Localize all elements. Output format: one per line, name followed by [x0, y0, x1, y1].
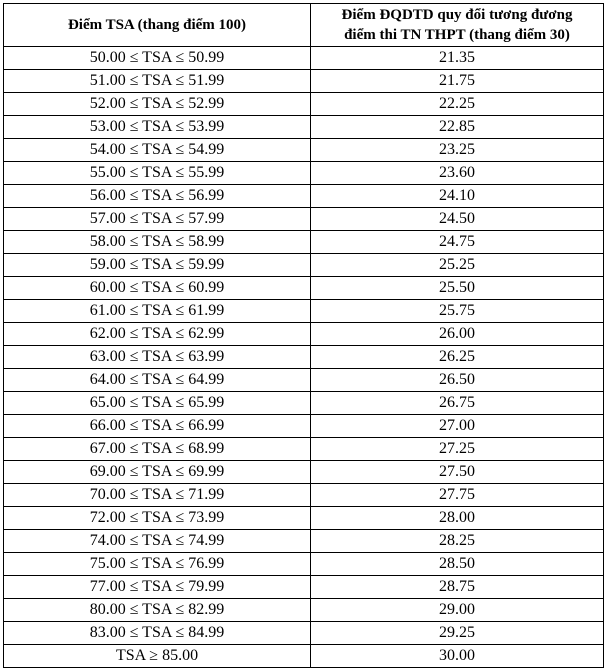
header-converted-score-line2: điểm thi TN THPT (thang điểm 30) [344, 27, 570, 43]
converted-score-cell: 22.25 [311, 93, 604, 116]
converted-score-cell: 23.60 [311, 162, 604, 185]
table-row [4, 254, 604, 277]
table-row [4, 93, 604, 116]
table-row [4, 645, 604, 668]
converted-score-cell: 24.10 [311, 185, 604, 208]
table-row [4, 47, 604, 70]
converted-score-cell: 27.25 [311, 438, 604, 461]
tsa-range-cell: 72.00 ≤ TSA ≤ 73.99 [4, 507, 311, 530]
table-row [4, 70, 604, 93]
tsa-range-cell: TSA ≥ 85.00 [4, 645, 311, 668]
converted-score-cell: 25.25 [311, 254, 604, 277]
converted-score-cell: 22.85 [311, 116, 604, 139]
table-row [4, 300, 604, 323]
converted-score-cell: 27.75 [311, 484, 604, 507]
converted-score-cell: 28.75 [311, 576, 604, 599]
tsa-range-cell: 77.00 ≤ TSA ≤ 79.99 [4, 576, 311, 599]
tsa-range-cell: 52.00 ≤ TSA ≤ 52.99 [4, 93, 311, 116]
tsa-range-cell: 75.00 ≤ TSA ≤ 76.99 [4, 553, 311, 576]
table-row [4, 277, 604, 300]
converted-score-cell: 23.25 [311, 139, 604, 162]
tsa-range-cell: 70.00 ≤ TSA ≤ 71.99 [4, 484, 311, 507]
converted-score-cell: 29.25 [311, 622, 604, 645]
header-row [4, 4, 604, 47]
tsa-range-cell: 63.00 ≤ TSA ≤ 63.99 [4, 346, 311, 369]
tsa-range-cell: 62.00 ≤ TSA ≤ 62.99 [4, 323, 311, 346]
table-row [4, 507, 604, 530]
converted-score-cell: 26.00 [311, 323, 604, 346]
table-row [4, 231, 604, 254]
tsa-range-cell: 61.00 ≤ TSA ≤ 61.99 [4, 300, 311, 323]
table-row [4, 415, 604, 438]
header-converted-score [311, 4, 604, 47]
converted-score-cell: 27.50 [311, 461, 604, 484]
converted-score-cell: 25.75 [311, 300, 604, 323]
table-row [4, 162, 604, 185]
tsa-range-cell: 56.00 ≤ TSA ≤ 56.99 [4, 185, 311, 208]
table-row [4, 392, 604, 415]
converted-score-cell: 25.50 [311, 277, 604, 300]
converted-score-cell: 24.50 [311, 208, 604, 231]
table-row [4, 438, 604, 461]
tsa-range-cell: 74.00 ≤ TSA ≤ 74.99 [4, 530, 311, 553]
table-row [4, 185, 604, 208]
table-row [4, 116, 604, 139]
tsa-range-cell: 57.00 ≤ TSA ≤ 57.99 [4, 208, 311, 231]
converted-score-cell: 29.00 [311, 599, 604, 622]
tsa-range-cell: 64.00 ≤ TSA ≤ 64.99 [4, 369, 311, 392]
converted-score-cell: 26.50 [311, 369, 604, 392]
tsa-range-cell: 54.00 ≤ TSA ≤ 54.99 [4, 139, 311, 162]
table-row [4, 622, 604, 645]
converted-score-cell: 21.35 [311, 47, 604, 70]
table-row [4, 369, 604, 392]
table-header [4, 4, 604, 47]
table-row [4, 530, 604, 553]
tsa-range-cell: 66.00 ≤ TSA ≤ 66.99 [4, 415, 311, 438]
header-converted-score-line1: Điểm ĐQDTD quy đổi tương đương [341, 7, 573, 23]
header-tsa-score-label: Điểm TSA (thang điểm 100) [67, 17, 247, 33]
table-body [4, 47, 604, 668]
converted-score-cell: 28.25 [311, 530, 604, 553]
table-row [4, 461, 604, 484]
table-row [4, 599, 604, 622]
converted-score-cell: 21.75 [311, 70, 604, 93]
converted-score-cell: 30.00 [311, 645, 604, 668]
tsa-range-cell: 50.00 ≤ TSA ≤ 50.99 [4, 47, 311, 70]
tsa-range-cell: 80.00 ≤ TSA ≤ 82.99 [4, 599, 311, 622]
tsa-range-cell: 60.00 ≤ TSA ≤ 60.99 [4, 277, 311, 300]
tsa-range-cell: 69.00 ≤ TSA ≤ 69.99 [4, 461, 311, 484]
tsa-range-cell: 55.00 ≤ TSA ≤ 55.99 [4, 162, 311, 185]
tsa-range-cell: 53.00 ≤ TSA ≤ 53.99 [4, 116, 311, 139]
converted-score-cell: 28.00 [311, 507, 604, 530]
table-row [4, 576, 604, 599]
score-conversion-table [3, 3, 604, 668]
tsa-range-cell: 65.00 ≤ TSA ≤ 65.99 [4, 392, 311, 415]
table-row [4, 484, 604, 507]
table-row [4, 553, 604, 576]
header-tsa-score [4, 4, 311, 47]
table-row [4, 208, 604, 231]
tsa-range-cell: 67.00 ≤ TSA ≤ 68.99 [4, 438, 311, 461]
converted-score-cell: 27.00 [311, 415, 604, 438]
table-row [4, 139, 604, 162]
converted-score-cell: 28.50 [311, 553, 604, 576]
converted-score-cell: 26.75 [311, 392, 604, 415]
tsa-range-cell: 51.00 ≤ TSA ≤ 51.99 [4, 70, 311, 93]
table-row [4, 346, 604, 369]
tsa-range-cell: 58.00 ≤ TSA ≤ 58.99 [4, 231, 311, 254]
converted-score-cell: 24.75 [311, 231, 604, 254]
tsa-range-cell: 59.00 ≤ TSA ≤ 59.99 [4, 254, 311, 277]
converted-score-cell: 26.25 [311, 346, 604, 369]
tsa-range-cell: 83.00 ≤ TSA ≤ 84.99 [4, 622, 311, 645]
table-row [4, 323, 604, 346]
